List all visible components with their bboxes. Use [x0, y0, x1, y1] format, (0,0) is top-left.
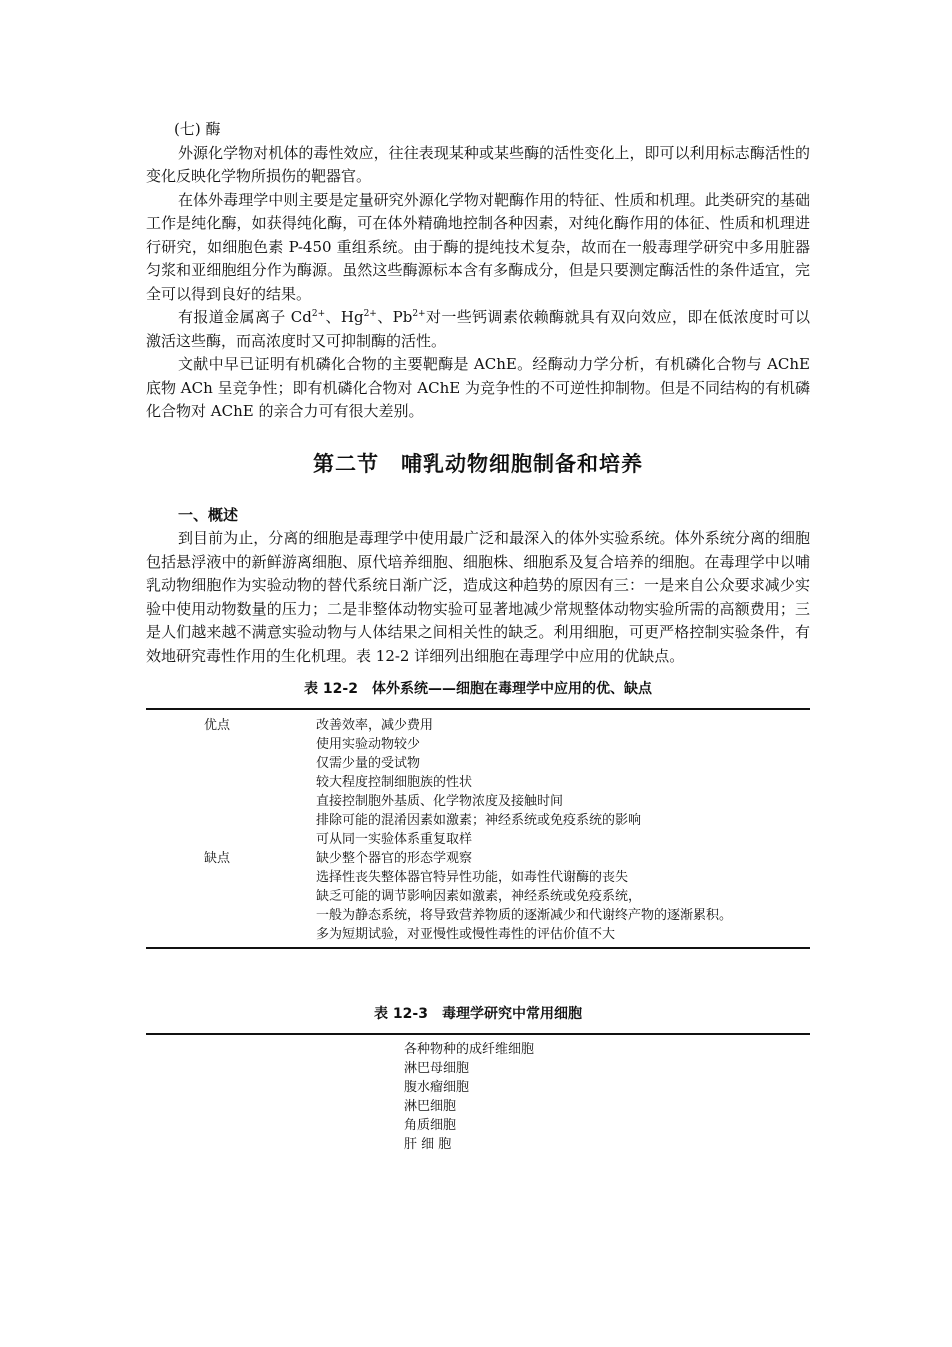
- text-fragment: 、Hg: [325, 308, 364, 326]
- list-item: 选择性丧失整体器官特异性功能，如毒性代谢酶的丧失: [316, 870, 629, 885]
- charge-superscript: 2+: [412, 309, 426, 319]
- list-item: 缺乏可能的调节影响因素如激素，神经系统或免疫系统，: [316, 889, 642, 904]
- section-title: 第二节 哺乳动物细胞制备和培养: [313, 451, 643, 476]
- table-12-2: [146, 708, 810, 949]
- list-item: 一般为静态系统，将导致营养物质的逐渐减少和代谢终产物的逐渐累积。: [316, 908, 733, 923]
- table-items-advantages: [316, 716, 641, 849]
- list-item: 排除可能的混淆因素如激素；神经系统或免疫系统的影响: [316, 813, 642, 828]
- paragraph-enzyme-2: 在体外毒理学中则主要是定量研究外源化学物对靶酶作用的特征、性质和机理。此类研究的基础工作是纯化酶，如获得纯化酶，可在体外精确地控制各种因素，对纯化酶作用的体征、性质和机理进行研究，如细胞色素 P-450 重组系统。由于酶的提纯技术复杂，故而在一般毒理学研究中多用脏器匀浆和亚细胞组分作为酶源。虽然这些酶源标本含有多酶成分，但是只要测定酶活性的条件适宜，完全可以得到良好的结果。: [146, 190, 810, 303]
- sub-heading-overview: 一、概述: [178, 505, 239, 524]
- list-item: 淋巴细胞: [404, 1099, 457, 1114]
- list-item: 可从同一实验体系重复取样: [316, 832, 473, 847]
- table-category-advantages: 优点: [204, 718, 231, 733]
- list-item: 腹水瘤细胞: [404, 1080, 470, 1095]
- paragraph-enzyme-3: [146, 306, 810, 353]
- text-fragment: 、Pb: [376, 308, 413, 326]
- table-items-cells: [404, 1040, 810, 1154]
- table-row-advantages: [146, 716, 810, 849]
- list-item: 直接控制胞外基质、化学物浓度及接触时间: [316, 794, 564, 809]
- list-item: 多为短期试验，对亚慢性或慢性毒性的评估价值不大: [316, 927, 616, 942]
- list-item: 角质细胞: [404, 1118, 457, 1133]
- charge-superscript: 2+: [363, 309, 377, 319]
- list-item: 缺少整个器官的形态学观察: [316, 851, 473, 866]
- table-items-disadvantages: [316, 849, 732, 944]
- table-12-3-caption: 表 12-3 毒理学研究中常用细胞: [374, 1006, 582, 1022]
- charge-superscript: 2+: [311, 309, 326, 319]
- paragraph-enzyme-1: 外源化学物对机体的毒性效应，往往表现某种或某些酶的活性变化上，即可以利用标志酶活性的变化反映化学物所损伤的靶器官。: [146, 143, 810, 185]
- paragraph-overview: 到目前为止，分离的细胞是毒理学中使用最广泛和最深入的体外实验系统。体外系统分离的细胞包括悬浮液中的新鲜游离细胞、原代培养细胞、细胞株、细胞系及复合培养的细胞。在毒理学中以哺乳动物细胞作为实验动物的替代系统日渐广泛，造成这种趋势的原因有三：一是来自公众要求减少实验中使用动物数量的压力；二是非整体动物实验可显著地减少常规整体动物实验所需的高额费用；三是人们越来越不满意实验动物与人体结果之间相关性的缺乏。利用细胞，可更严格控制实验条件，有效地研究毒性作用的生化机理。表 12-2 详细列出细胞在毒理学中应用的优缺点。: [146, 529, 810, 665]
- text-fragment: 有报道金属离子 Cd: [178, 308, 312, 326]
- table-category-disadvantages: 缺点: [204, 851, 231, 866]
- list-item: 改善效率，减少费用: [316, 718, 434, 733]
- list-item: 使用实验动物较少: [316, 737, 421, 752]
- paragraph-enzyme-4: 文献中早已证明有机磷化合物的主要靶酶是 AChE。经酶动力学分析，有机磷化合物与 AChE 底物 ACh 呈竞争性；即有机磷化合物对 AChE 为竞争性的不可逆性抑制物。但是不同结构的有机磷化合物对 AChE 的亲合力可有很大差别。: [146, 355, 810, 420]
- list-item: 仅需少量的受试物: [316, 756, 421, 771]
- list-item: 肝 细 胞: [404, 1137, 452, 1152]
- text-fragment: 对一些钙调素依赖酶就具有双向效应，即在低浓度时可以激活这些酶，而高浓度时又可抑制酶的活性。: [146, 308, 810, 350]
- list-item: 较大程度控制细胞族的性状: [316, 775, 473, 790]
- document-page: [146, 118, 810, 1154]
- list-item: 淋巴母细胞: [404, 1061, 470, 1076]
- table-12-2-caption: 表 12-2 体外系统——细胞在毒理学中应用的优、缺点: [304, 681, 652, 697]
- list-item: 各种物种的成纤维细胞: [404, 1042, 535, 1057]
- table-row-disadvantages: [146, 849, 810, 944]
- section-heading-enzyme: (七) 酶: [174, 120, 221, 138]
- table-12-3: [146, 1033, 810, 1154]
